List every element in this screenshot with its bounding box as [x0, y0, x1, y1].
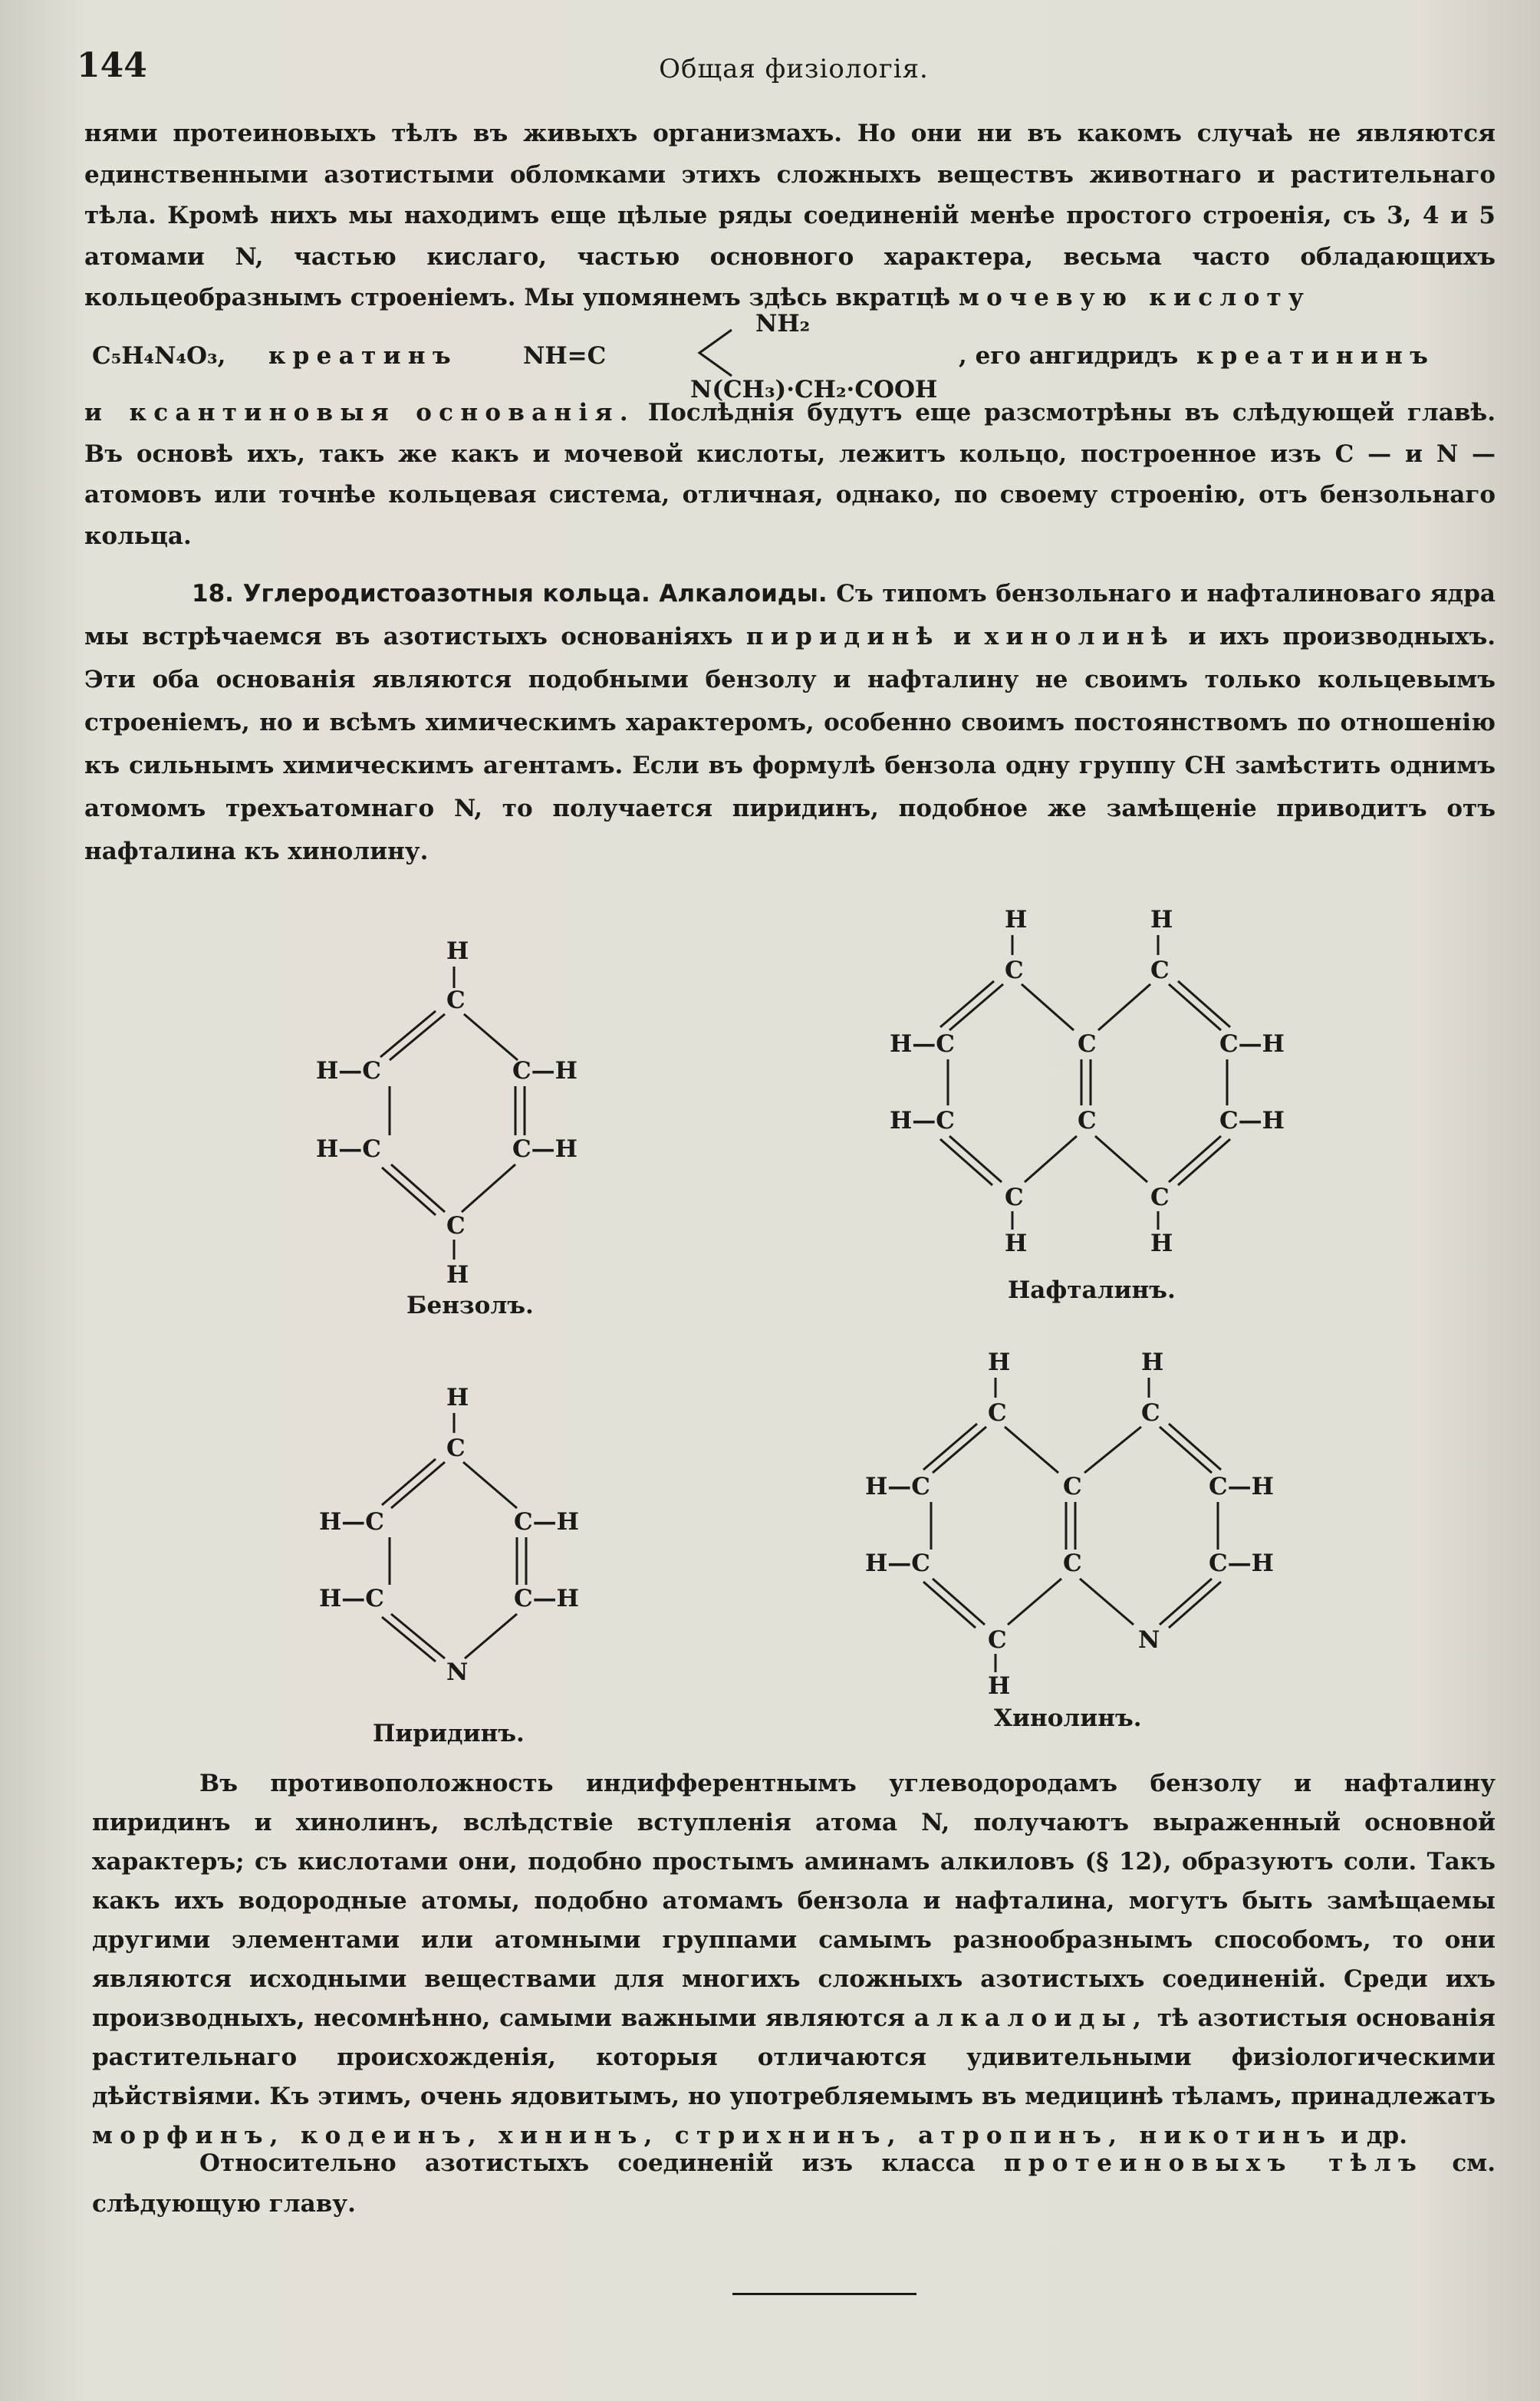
atom-h: H	[1005, 1230, 1028, 1257]
atom-h: H	[1141, 1349, 1164, 1376]
atom-c-h: C—H	[1219, 1107, 1285, 1135]
benzene-caption: Бензолъ.	[406, 1292, 534, 1319]
atom-c: C	[446, 986, 466, 1014]
pyridine-caption: Пиридинъ.	[373, 1720, 525, 1747]
section-text: и ихъ производныхъ. Эти оба основанiя являются подобными бензолу и нафталину не своимъ только кольцевымъ строенiемъ, но и всѣмъ химическимъ характеромъ, особенно своимъ постоянствомъ по отношенiю къ сильнымъ химическимъ агентамъ. Если въ формулѣ бензола одну группу CH замѣстить однимъ атомомъ трехъатомнаго N, то получается пиридинъ, подобное же замѣщенiе приводитъ отъ нафталина къ хинолину.	[84, 623, 1496, 865]
atom-h-c: H—C	[316, 1135, 381, 1163]
term-creatinine: креатининъ	[1196, 342, 1436, 370]
paragraph-xanthine	[84, 393, 1496, 557]
atom-h-c: H—C	[865, 1550, 930, 1577]
term-proteins: протеиновыхъ тѣлъ	[1003, 2149, 1424, 2177]
creatine-left-group: NH=C	[523, 342, 607, 370]
pyridine-diagram	[314, 1379, 621, 1686]
paragraph-text: см. слѣдующую главу.	[92, 2149, 1496, 2218]
creatine-top-group: NH₂	[755, 310, 811, 338]
atom-c-h: C—H	[514, 1585, 579, 1612]
paragraph-alkaloids	[92, 1764, 1496, 2156]
paragraph-text: Въ противоположность индифферентнымъ углеводородамъ бензолу и нафталину пиридинъ и хинолинъ, вслѣдствiе вступленiя атома N, получаютъ выраженный основной характеръ; съ кислотами они, подобно простымъ аминамъ алкиловъ (§ 12), образуютъ соли. Такъ какъ ихъ водородные атомы, подобно атомамъ бензола и нафталина, могутъ быть замѣщаемы другими элементами или атомными группами самымъ разнообразнымъ способомъ, то они являются исходными веществами для многихъ сложныхъ азотистыхъ соединенiй. Среди ихъ производныхъ, несомнѣнно, самыми важными являются	[92, 1770, 1496, 2032]
naphthalene-caption: Нафталинъ.	[1008, 1276, 1176, 1304]
atom-h: H	[988, 1349, 1011, 1376]
paragraph-metabolites	[84, 114, 1496, 319]
atom-c-h: C—H	[1209, 1473, 1274, 1500]
atom-h: H	[1005, 906, 1028, 934]
atom-h: H	[446, 1261, 469, 1289]
quinoline-structure	[857, 1344, 1287, 1708]
paragraph-text: тѣ азотистыя основанiя растительнаго происхожденiя, которыя отличаются удивительными физiологическими дѣйствiями. Къ этимъ, очень ядовитымъ, но употребляемымъ въ медицинѣ тѣламъ, принадлежатъ	[92, 2004, 1496, 2110]
paragraph-text: Послѣднiя будутъ еще разсмотрѣны въ слѣдующей главѣ. Въ основѣ ихъ, такъ же какъ и мочевой кислоты, лежитъ кольцо, построенное изъ C — и N — атомовъ или точнѣе кольцевая система, отличная, однако, по своему строенiю, отъ бензольнаго кольца.	[84, 399, 1496, 550]
paragraph-text: Относительно азотистыхъ соединенiй изъ класса	[199, 2149, 976, 2177]
term-xanthine: и ксантиновыя основанiя.	[84, 399, 635, 427]
page-header	[77, 46, 1511, 92]
pyridine-structure	[314, 1379, 621, 1689]
atom-n: N	[446, 1658, 469, 1686]
atom-c: C	[988, 1399, 1007, 1427]
atom-c: C	[446, 1434, 466, 1462]
atom-c: C	[1063, 1550, 1082, 1577]
atom-h-c: H—C	[890, 1030, 955, 1058]
term-alkaloids: алкалоиды,	[913, 2004, 1149, 2032]
atom-h: H	[1150, 906, 1173, 934]
term-uric-acid: мочевую кислоту	[958, 284, 1311, 311]
atom-h-c: H—C	[865, 1473, 930, 1500]
paragraph-text: нями протеиновыхъ тѣлъ въ живыхъ организмахъ. Но они ни въ какомъ случаѣ не являются единственными азотистыми обломками этихъ сложныхъ веществъ животнаго и растительнаго тѣла. Кромѣ нихъ мы находимъ еще цѣлые ряды соединенiй менѣе простого строенiя, съ 3, 4 и 5 атомами N, частью кислаго, частью основного характера, весьма часто обладающихъ кольцеобразнымъ строенiемъ. Мы упомянемъ здѣсь вкратцѣ	[84, 120, 1496, 311]
uric-acid-formula: C₅H₄N₄O₃,	[92, 342, 226, 370]
creatine-bottom-group: N(CH₃)·CH₂·COOH	[690, 376, 938, 403]
running-title: Общая физiологiя.	[659, 54, 929, 84]
atom-h: H	[988, 1672, 1011, 1700]
conjunction: и	[953, 623, 972, 650]
benzene-diagram	[307, 928, 614, 1289]
section-18	[84, 572, 1496, 873]
section-title: Углеродистоазотныя кольца. Алкалоиды.	[242, 580, 828, 608]
atom-c: C	[988, 1626, 1007, 1654]
term-pyridine: пиридинѣ	[745, 623, 940, 650]
atom-h-c: H—C	[890, 1107, 955, 1135]
term-quinoline: хинолинѣ	[984, 623, 1176, 650]
naphthalene-diagram	[890, 901, 1319, 1262]
atom-h: H	[1150, 1230, 1173, 1257]
atom-c: C	[1141, 1399, 1160, 1427]
atom-h-c: H—C	[316, 1057, 381, 1085]
benzene-structure	[307, 928, 614, 1292]
atom-c-h: C—H	[1209, 1550, 1274, 1577]
atom-c-h: C—H	[1219, 1030, 1285, 1058]
term-creatine: креатинъ	[268, 342, 458, 370]
paragraph-proteins	[92, 2143, 1496, 2225]
anhydride-text: , его ангидридъ	[959, 342, 1179, 370]
atom-c-h: C—H	[512, 1135, 578, 1163]
atom-c: C	[1005, 957, 1024, 984]
atom-c: C	[1005, 1184, 1024, 1211]
atom-c: C	[1063, 1473, 1082, 1500]
section-number: 18.	[192, 580, 234, 608]
end-rule	[732, 2293, 916, 2295]
atom-c: C	[1078, 1030, 1097, 1058]
atom-c: C	[446, 1212, 466, 1240]
branch-bracket	[693, 315, 739, 384]
atom-h: H	[446, 1384, 469, 1411]
atom-h: H	[446, 937, 469, 965]
section-text: Съ типомъ бензольнаго и нафталиноваго ядра мы встрѣчаемся въ азотистыхъ основанiяхъ	[84, 580, 1496, 650]
atom-c-h: C—H	[514, 1508, 579, 1536]
paragraph-text: и др.	[1341, 2122, 1407, 2149]
atom-c: C	[1150, 957, 1170, 984]
atom-c: C	[1150, 1184, 1170, 1211]
atom-c-h: C—H	[512, 1057, 578, 1085]
page-number: 144	[77, 46, 147, 85]
term-alkaloid-list: морфинъ, кодеинъ, хининъ, стрихнинъ, атропинъ, никотинъ	[92, 2122, 1333, 2149]
atom-n: N	[1138, 1626, 1160, 1654]
atom-c: C	[1078, 1107, 1097, 1135]
quinoline-diagram	[857, 1344, 1287, 1704]
atom-h-c: H—C	[319, 1585, 384, 1612]
naphthalene-structure	[890, 901, 1319, 1265]
atom-h-c: H—C	[319, 1508, 384, 1536]
quinoline-caption: Хинолинъ.	[994, 1704, 1142, 1732]
